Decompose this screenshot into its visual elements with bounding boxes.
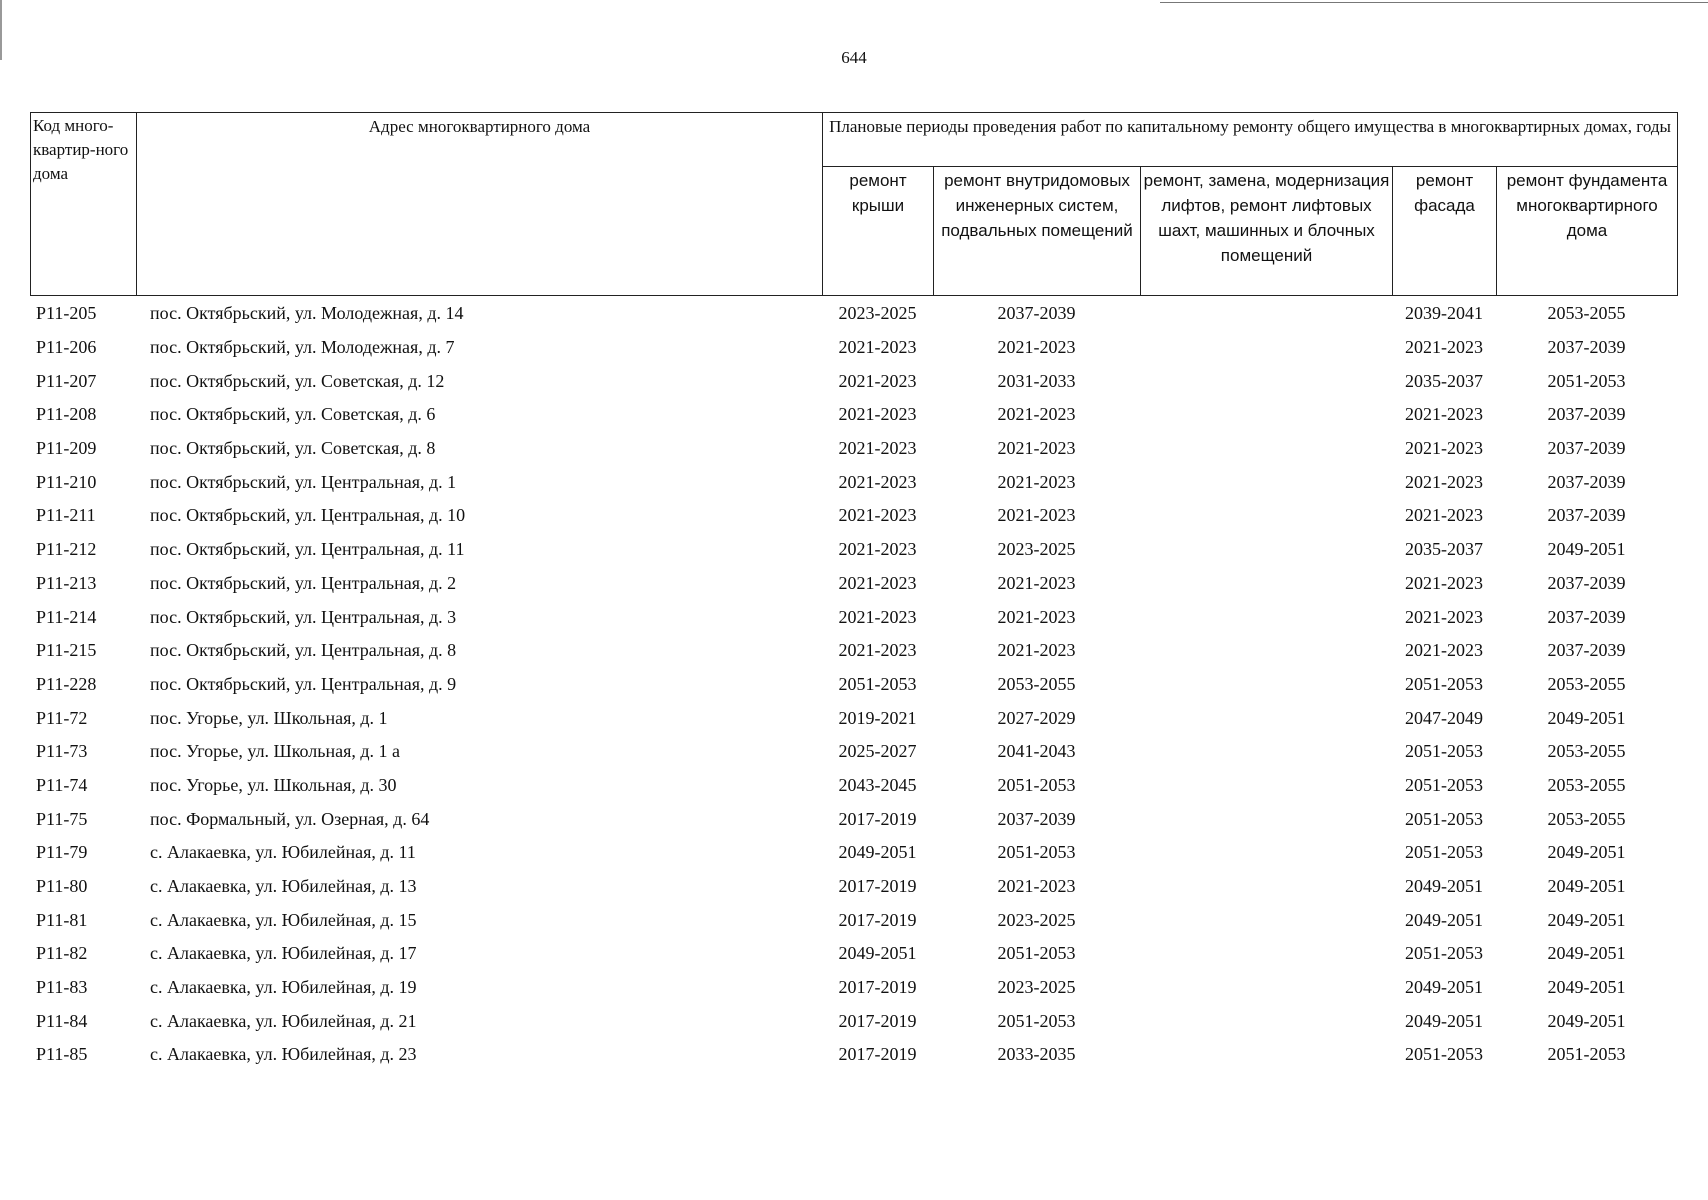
cell-foundation: 2053-2055 (1547, 303, 1626, 324)
cell-foundation: 2049-2051 (1547, 909, 1626, 930)
cell-code: Р11-210 (36, 471, 97, 492)
cell-facade: 2051-2053 (1405, 842, 1483, 863)
table-row (30, 533, 1677, 567)
cell-systems: 2031-2033 (997, 370, 1076, 391)
cell-roof: 2019-2021 (838, 707, 917, 728)
cell-roof: 2017-2019 (838, 876, 917, 897)
cell-roof: 2025-2027 (838, 741, 917, 762)
table-row (30, 1004, 1677, 1038)
table-row (30, 600, 1677, 634)
cell-facade: 2021-2023 (1405, 572, 1483, 593)
table-row (30, 937, 1677, 971)
cell-roof: 2017-2019 (838, 909, 917, 930)
cell-foundation: 2051-2053 (1547, 370, 1626, 391)
cell-foundation: 2053-2055 (1547, 774, 1626, 795)
cell-systems: 2023-2025 (997, 977, 1076, 998)
cell-roof: 2021-2023 (838, 539, 917, 560)
cell-systems: 2023-2025 (997, 539, 1076, 560)
table-row (30, 331, 1677, 365)
header-address: Адрес многоквартирного дома (137, 113, 823, 296)
cell-address: пос. Угорье, ул. Школьная, д. 1 (150, 707, 388, 728)
cell-foundation: 2053-2055 (1547, 808, 1626, 829)
table-header (30, 112, 1678, 296)
cell-address: с. Алакаевка, ул. Юбилейная, д. 11 (150, 842, 416, 863)
cell-code: Р11-206 (36, 337, 97, 358)
table-row (30, 836, 1677, 870)
table-row (30, 567, 1677, 601)
cell-roof: 2021-2023 (838, 606, 917, 627)
cell-facade: 2021-2023 (1405, 640, 1483, 661)
cell-address: пос. Октябрьский, ул. Молодежная, д. 14 (150, 303, 464, 324)
cell-roof: 2017-2019 (838, 808, 917, 829)
cell-foundation: 2037-2039 (1547, 572, 1626, 593)
cell-foundation: 2049-2051 (1547, 1010, 1626, 1031)
header-systems: ремонт внутридомовых инженерных систем, подвальных помещений (934, 167, 1141, 296)
cell-facade: 2021-2023 (1405, 505, 1483, 526)
cell-systems: 2027-2029 (997, 707, 1076, 728)
cell-code: Р11-84 (36, 1010, 88, 1031)
cell-roof: 2049-2051 (838, 842, 917, 863)
table-row (30, 499, 1677, 533)
cell-code: Р11-83 (36, 977, 88, 998)
cell-systems: 2037-2039 (997, 808, 1076, 829)
table-row (30, 668, 1677, 702)
cell-roof: 2021-2023 (838, 404, 917, 425)
cell-foundation: 2049-2051 (1547, 842, 1626, 863)
cell-code: Р11-80 (36, 876, 88, 897)
cell-roof: 2017-2019 (838, 977, 917, 998)
cell-code: Р11-75 (36, 808, 88, 829)
cell-roof: 2043-2045 (838, 774, 917, 795)
cell-systems: 2051-2053 (997, 774, 1076, 795)
cell-roof: 2021-2023 (838, 640, 917, 661)
cell-systems: 2021-2023 (997, 876, 1076, 897)
cell-code: Р11-207 (36, 370, 97, 391)
cell-address: с. Алакаевка, ул. Юбилейная, д. 19 (150, 977, 417, 998)
cell-address: пос. Октябрьский, ул. Молодежная, д. 7 (150, 337, 455, 358)
cell-foundation: 2037-2039 (1547, 505, 1626, 526)
cell-roof: 2017-2019 (838, 1010, 917, 1031)
cell-systems: 2051-2053 (997, 842, 1076, 863)
cell-foundation: 2037-2039 (1547, 337, 1626, 358)
cell-code: Р11-82 (36, 943, 88, 964)
cell-facade: 2035-2037 (1405, 370, 1483, 391)
cell-facade: 2047-2049 (1405, 707, 1483, 728)
table-row (30, 634, 1677, 668)
cell-code: Р11-85 (36, 1044, 88, 1065)
table-row (30, 297, 1677, 331)
table-row (30, 398, 1677, 432)
cell-facade: 2035-2037 (1405, 539, 1483, 560)
cell-address: пос. Октябрьский, ул. Центральная, д. 11 (150, 539, 465, 560)
cell-systems: 2021-2023 (997, 572, 1076, 593)
cell-facade: 2051-2053 (1405, 673, 1483, 694)
cell-code: Р11-209 (36, 438, 97, 459)
cell-address: с. Алакаевка, ул. Юбилейная, д. 17 (150, 943, 417, 964)
cell-code: Р11-212 (36, 539, 97, 560)
cell-foundation: 2049-2051 (1547, 977, 1626, 998)
cell-address: пос. Октябрьский, ул. Центральная, д. 3 (150, 606, 457, 627)
cell-systems: 2053-2055 (997, 673, 1076, 694)
cell-systems: 2021-2023 (997, 640, 1076, 661)
cell-address: пос. Октябрьский, ул. Центральная, д. 9 (150, 673, 457, 694)
header-periods-group: Плановые периоды проведения работ по капитальному ремонту общего имущества в многоквартирных домах, годы (823, 113, 1678, 167)
cell-roof: 2021-2023 (838, 337, 917, 358)
cell-facade: 2039-2041 (1405, 303, 1483, 324)
cell-systems: 2021-2023 (997, 337, 1076, 358)
cell-code: Р11-211 (36, 505, 96, 526)
table-row (30, 971, 1677, 1005)
cell-code: Р11-81 (36, 909, 88, 930)
cell-code: Р11-205 (36, 303, 97, 324)
cell-facade: 2051-2053 (1405, 1044, 1483, 1065)
cell-systems: 2051-2053 (997, 1010, 1076, 1031)
cell-address: с. Алакаевка, ул. Юбилейная, д. 15 (150, 909, 417, 930)
cell-address: пос. Угорье, ул. Школьная, д. 1 а (150, 741, 401, 762)
cell-foundation: 2049-2051 (1547, 943, 1626, 964)
cell-code: Р11-72 (36, 707, 88, 728)
cell-facade: 2021-2023 (1405, 438, 1483, 459)
cell-foundation: 2037-2039 (1547, 471, 1626, 492)
cell-roof: 2021-2023 (838, 505, 917, 526)
cell-address: пос. Угорье, ул. Школьная, д. 30 (150, 774, 397, 795)
cell-roof: 2023-2025 (838, 303, 917, 324)
cell-facade: 2049-2051 (1405, 1010, 1483, 1031)
cell-foundation: 2053-2055 (1547, 741, 1626, 762)
cell-facade: 2051-2053 (1405, 774, 1483, 795)
header-code: Код много-квартир-ного дома (31, 113, 137, 296)
cell-foundation: 2051-2053 (1547, 1044, 1626, 1065)
cell-systems: 2051-2053 (997, 943, 1076, 964)
cell-address: пос. Октябрьский, ул. Советская, д. 6 (150, 404, 436, 425)
table-row (30, 903, 1677, 937)
cell-systems: 2041-2043 (997, 741, 1076, 762)
cell-facade: 2021-2023 (1405, 404, 1483, 425)
table-row (30, 701, 1677, 735)
cell-code: Р11-213 (36, 572, 97, 593)
cell-address: пос. Октябрьский, ул. Советская, д. 8 (150, 438, 436, 459)
page-number: 644 (841, 48, 867, 67)
table-row (30, 432, 1677, 466)
table-row (30, 735, 1677, 769)
cell-address: с. Алакаевка, ул. Юбилейная, д. 13 (150, 876, 417, 897)
table-body (30, 297, 1677, 1072)
cell-foundation: 2049-2051 (1547, 539, 1626, 560)
cell-roof: 2021-2023 (838, 471, 917, 492)
cell-systems: 2021-2023 (997, 606, 1076, 627)
cell-code: Р11-79 (36, 842, 88, 863)
table-row (30, 802, 1677, 836)
cell-facade: 2051-2053 (1405, 741, 1483, 762)
cell-address: пос. Октябрьский, ул. Советская, д. 12 (150, 370, 445, 391)
cell-roof: 2017-2019 (838, 1044, 917, 1065)
scan-edge-line (1160, 2, 1708, 3)
cell-foundation: 2049-2051 (1547, 876, 1626, 897)
cell-address: пос. Формальный, ул. Озерная, д. 64 (150, 808, 430, 829)
cell-code: Р11-208 (36, 404, 97, 425)
cell-foundation: 2037-2039 (1547, 438, 1626, 459)
cell-systems: 2021-2023 (997, 438, 1076, 459)
header-facade: ремонт фасада (1393, 167, 1497, 296)
cell-facade: 2049-2051 (1405, 876, 1483, 897)
cell-systems: 2023-2025 (997, 909, 1076, 930)
cell-facade: 2021-2023 (1405, 471, 1483, 492)
cell-foundation: 2037-2039 (1547, 404, 1626, 425)
cell-roof: 2021-2023 (838, 370, 917, 391)
cell-systems: 2021-2023 (997, 471, 1076, 492)
cell-facade: 2021-2023 (1405, 606, 1483, 627)
table-row (30, 364, 1677, 398)
cell-code: Р11-74 (36, 774, 88, 795)
cell-facade: 2051-2053 (1405, 943, 1483, 964)
table-row (30, 465, 1677, 499)
cell-code: Р11-215 (36, 640, 97, 661)
table-row (30, 769, 1677, 803)
cell-systems: 2033-2035 (997, 1044, 1076, 1065)
cell-facade: 2021-2023 (1405, 337, 1483, 358)
cell-roof: 2051-2053 (838, 673, 917, 694)
header-roof: ремонт крыши (823, 167, 934, 296)
cell-roof: 2049-2051 (838, 943, 917, 964)
cell-address: с. Алакаевка, ул. Юбилейная, д. 21 (150, 1010, 417, 1031)
cell-address: пос. Октябрьский, ул. Центральная, д. 1 (150, 471, 457, 492)
cell-foundation: 2049-2051 (1547, 707, 1626, 728)
cell-facade: 2049-2051 (1405, 977, 1483, 998)
table-row (30, 1038, 1677, 1072)
cell-address: пос. Октябрьский, ул. Центральная, д. 8 (150, 640, 457, 661)
cell-code: Р11-73 (36, 741, 88, 762)
cell-foundation: 2037-2039 (1547, 640, 1626, 661)
cell-address: с. Алакаевка, ул. Юбилейная, д. 23 (150, 1044, 417, 1065)
cell-roof: 2021-2023 (838, 438, 917, 459)
cell-facade: 2049-2051 (1405, 909, 1483, 930)
cell-address: пос. Октябрьский, ул. Центральная, д. 2 (150, 572, 457, 593)
table-row (30, 870, 1677, 904)
cell-code: Р11-214 (36, 606, 97, 627)
cell-code: Р11-228 (36, 673, 97, 694)
cell-foundation: 2053-2055 (1547, 673, 1626, 694)
header-foundation: ремонт фундамента многоквартирного дома (1497, 167, 1678, 296)
cell-roof: 2021-2023 (838, 572, 917, 593)
cell-foundation: 2037-2039 (1547, 606, 1626, 627)
cell-systems: 2021-2023 (997, 505, 1076, 526)
cell-systems: 2021-2023 (997, 404, 1076, 425)
cell-address: пос. Октябрьский, ул. Центральная, д. 10 (150, 505, 466, 526)
cell-facade: 2051-2053 (1405, 808, 1483, 829)
cell-systems: 2037-2039 (997, 303, 1076, 324)
header-lifts: ремонт, замена, модернизация лифтов, ремонт лифтовых шахт, машинных и блочных помещений (1141, 167, 1393, 296)
